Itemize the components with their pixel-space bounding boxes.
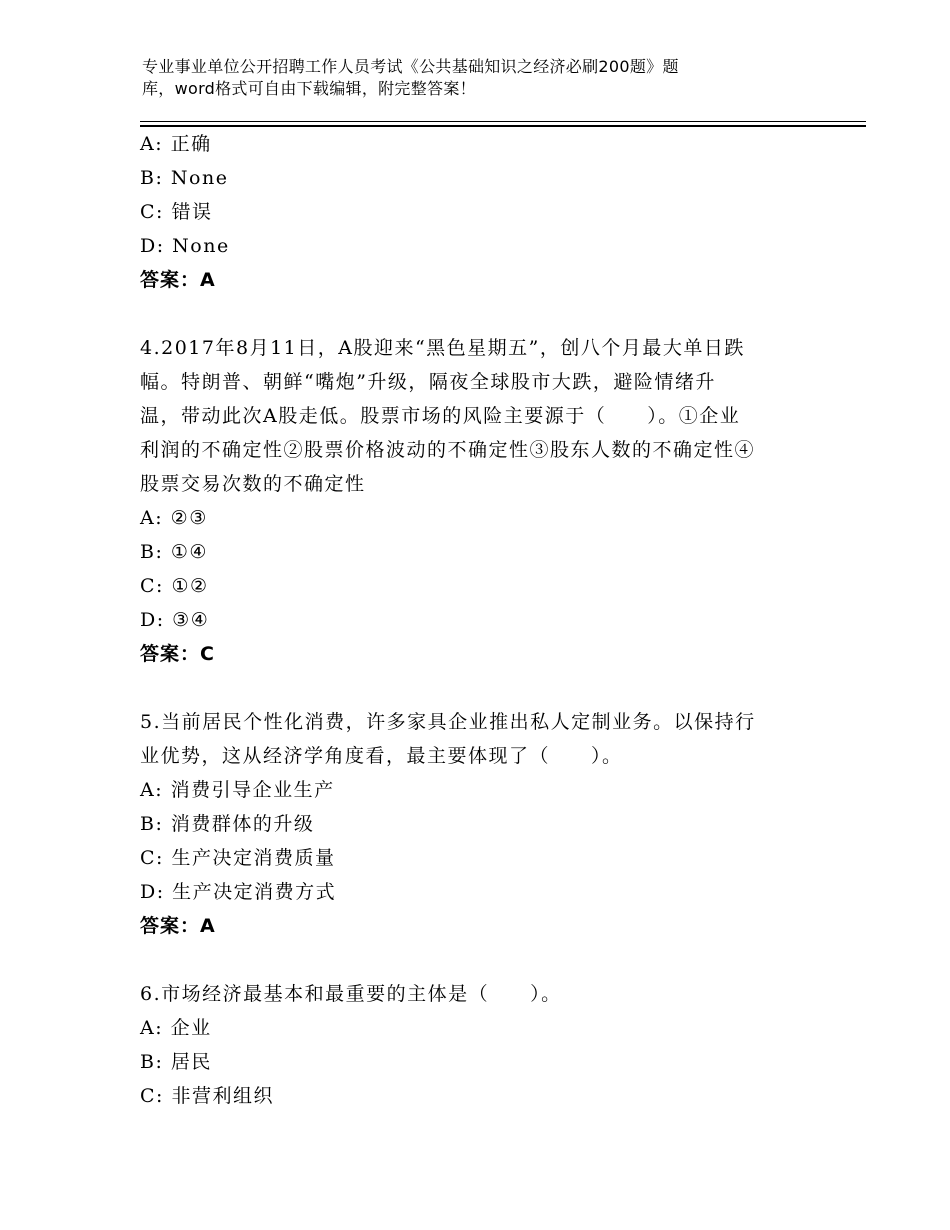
header-title-line-2: 库，word格式可自由下载编辑，附完整答案！ [142,79,476,98]
option-a: A: ②③ [140,507,208,529]
header-title-line-1: 专业事业单位公开招聘工作人员考试《公共基础知识之经济必刷200题》题 [142,57,679,76]
option-c: C: 生产决定消费质量 [140,847,336,869]
option-b: B: None [140,167,229,189]
option-d: D: ③④ [140,609,210,631]
question-stem-line: 业优势，这从经济学角度看，最主要体现了（ ）。 [140,745,623,767]
option-b: B: 消费群体的升级 [140,813,315,835]
answer-label: 答案：C [140,643,215,665]
option-b: B: ①④ [140,541,208,563]
question-stem-line: 温，带动此次A股走低。股票市场的风险主要源于（ ）。①企业 [140,405,741,427]
spacer [140,671,820,705]
question-stem-line: 5.当前居民个性化消费，许多家具企业推出私人定制业务。以保持行 [140,711,756,733]
question-stem-line: 6.市场经济最基本和最重要的主体是（ ）。 [140,983,562,1005]
question-6 [140,977,820,1113]
option-d: D: None [140,235,230,257]
question-stem-line: 幅。特朗普、朝鲜“嘴炮”升级，隔夜全球股市大跌，避险情绪升 [140,371,716,393]
header-divider-thin [140,121,866,122]
option-a: A: 正确 [140,133,212,155]
option-d: D: 生产决定消费方式 [140,881,337,903]
question-list [140,127,820,1113]
question-4 [140,331,820,671]
page-header [142,56,782,100]
option-a: A: 消费引导企业生产 [140,779,335,801]
question-3 [140,127,820,297]
spacer [140,943,820,977]
spacer [140,297,820,331]
option-c: C: 非营利组织 [140,1085,274,1107]
answer-label: 答案：A [140,269,216,291]
question-5 [140,705,820,943]
question-stem-line: 4.2017年8月11日，A股迎来“黑色星期五”，创八个月最大单日跌 [140,337,745,359]
answer-label: 答案：A [140,915,216,937]
question-stem-line: 利润的不确定性②股票价格波动的不确定性③股东人数的不确定性④ [140,439,756,461]
option-c: C: ①② [140,575,209,597]
option-b: B: 居民 [140,1051,212,1073]
option-a: A: 企业 [140,1017,212,1039]
question-stem-line: 股票交易次数的不确定性 [140,473,366,495]
option-c: C: 错误 [140,201,213,223]
